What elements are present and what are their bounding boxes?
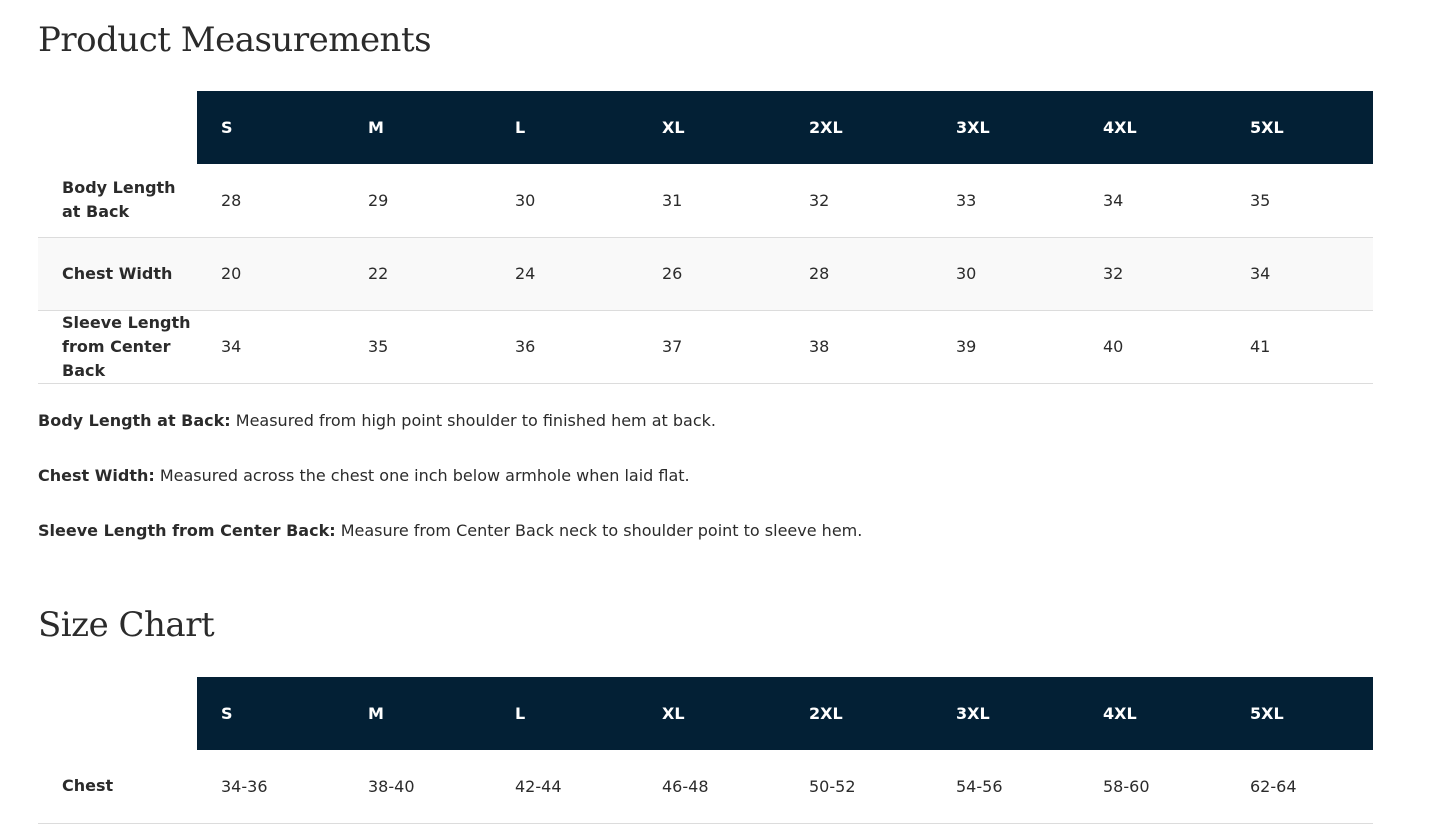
- note-term: Chest Width:: [38, 466, 155, 485]
- size-header-5xl: 5XL: [1226, 91, 1373, 164]
- size-header-m: M: [344, 677, 491, 750]
- note-body-length: [38, 410, 1338, 432]
- row-label: Sleeve Length from Center Back: [38, 310, 197, 383]
- header-corner-cell: [38, 91, 197, 164]
- table-cell: 38-40: [344, 750, 491, 823]
- table-cell: 40: [1079, 310, 1226, 383]
- table-cell: 29: [344, 164, 491, 237]
- table-cell: 32: [1079, 237, 1226, 310]
- size-chart-title: Size Chart: [38, 605, 215, 645]
- note-text: Measure from Center Back neck to shoulder point to sleeve hem.: [335, 521, 863, 540]
- table-cell: 46-48: [638, 750, 785, 823]
- table-cell: 58-60: [1079, 750, 1226, 823]
- table-cell: 34: [1079, 164, 1226, 237]
- row-label: Body Length at Back: [38, 164, 197, 237]
- table-cell: 32: [785, 164, 932, 237]
- table-cell: 22: [344, 237, 491, 310]
- table-cell: 35: [344, 310, 491, 383]
- table-cell: 38: [785, 310, 932, 383]
- table-cell: 20: [197, 237, 344, 310]
- size-header-2xl: 2XL: [785, 677, 932, 750]
- table-cell: 36: [491, 310, 638, 383]
- table-cell: 54-56: [932, 750, 1079, 823]
- size-header-4xl: 4XL: [1079, 677, 1226, 750]
- table-cell: 50-52: [785, 750, 932, 823]
- table-cell: 37: [638, 310, 785, 383]
- table-cell: 34-36: [197, 750, 344, 823]
- table-header-row: [38, 91, 1373, 164]
- size-header-3xl: 3XL: [932, 677, 1079, 750]
- table-cell: 33: [932, 164, 1079, 237]
- size-header-xl: XL: [638, 677, 785, 750]
- table-cell: 24: [491, 237, 638, 310]
- product-measurements-table: [38, 91, 1373, 384]
- size-header-5xl: 5XL: [1226, 677, 1373, 750]
- table-row-chest-width: [38, 237, 1373, 310]
- table-cell: 62-64: [1226, 750, 1373, 823]
- table-cell: 30: [932, 237, 1079, 310]
- size-header-m: M: [344, 91, 491, 164]
- row-label: Chest Width: [38, 237, 197, 310]
- note-chest-width: [38, 465, 1338, 487]
- size-header-2xl: 2XL: [785, 91, 932, 164]
- table-cell: 28: [785, 237, 932, 310]
- note-term: Sleeve Length from Center Back:: [38, 521, 336, 540]
- size-header-4xl: 4XL: [1079, 91, 1226, 164]
- header-corner-cell: [38, 677, 197, 750]
- table-row-sleeve-length: [38, 310, 1373, 383]
- note-text: Measured across the chest one inch below armhole when laid flat.: [154, 466, 690, 485]
- row-label: Chest: [38, 750, 197, 823]
- table-cell: 28: [197, 164, 344, 237]
- table-cell: 34: [1226, 237, 1373, 310]
- table-cell: 41: [1226, 310, 1373, 383]
- product-measurements-title: Product Measurements: [38, 20, 432, 60]
- table-row-body-length: [38, 164, 1373, 237]
- size-header-3xl: 3XL: [932, 91, 1079, 164]
- size-header-s: S: [197, 677, 344, 750]
- table-header-row: [38, 677, 1373, 750]
- table-cell: 39: [932, 310, 1079, 383]
- size-chart-table: [38, 677, 1373, 824]
- table-cell: 31: [638, 164, 785, 237]
- measurement-notes: [38, 410, 1338, 575]
- table-cell: 42-44: [491, 750, 638, 823]
- size-header-l: L: [491, 677, 638, 750]
- size-header-xl: XL: [638, 91, 785, 164]
- table-row-chest: [38, 750, 1373, 823]
- table-cell: 35: [1226, 164, 1373, 237]
- note-text: Measured from high point shoulder to finished hem at back.: [230, 411, 716, 430]
- size-header-s: S: [197, 91, 344, 164]
- note-sleeve-length: [38, 520, 1338, 542]
- table-cell: 30: [491, 164, 638, 237]
- table-cell: 26: [638, 237, 785, 310]
- size-header-l: L: [491, 91, 638, 164]
- note-term: Body Length at Back:: [38, 411, 231, 430]
- table-cell: 34: [197, 310, 344, 383]
